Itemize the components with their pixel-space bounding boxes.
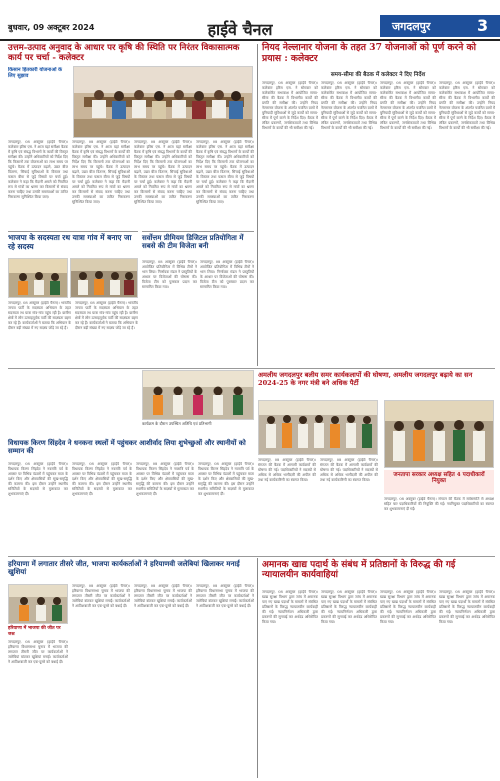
section-divider <box>8 368 495 369</box>
headline-digital-pratiyogita: सर्वोत्तम प्रीमियम डिजिटल प्रतियोगिता में सबसे की टीम विजेता बनी <box>142 233 244 251</box>
headline-adhyaksh-niyukt: जनतापा सरकार अध्यक्ष सहित 4 पदाधीकारों नियुक्त <box>393 472 485 485</box>
article-samar-col1: जगदलपुर, 08 अक्टूबर (हाईवे चैनल)। संगठन की बैठक में आगामी कार्यक्रमों की घोषणा की गई। पदाधिकारियों ने सदस्यों से अधिक से अधिक भागीदारी की अपील की तथा नई कार्यकारिणी का स्वागत किया। <box>258 458 316 482</box>
article-amanak-col2: जगदलपुर, 08 अक्टूबर (हाईवे चैनल)। खाद्य सुरक्षा विभाग द्वारा जांच में अमानक पाए गए खाद्य पदार्थों के मामलों में संबंधित प्रतिष्ठानों के विरुद्ध न्यायालयीन कार्यवाही की गई। न्यायनिर्णयन अधिकारी द्वारा प्रकरणों की सुनवाई कर अर्थदंड अधिरोपित किया गया। <box>321 590 377 624</box>
photo-prize-distribution <box>142 370 254 420</box>
section-divider <box>8 556 495 557</box>
photo-samar-karyakram <box>258 400 378 455</box>
article-niyad-col4: जगदलपुर, 08 अक्टूबर (हाईवे चैनल)। कलेक्टर हरिस एस. ने सोमवार को कलेक्टोरेट सभाकक्ष में आयोजित समय-सीमा की बैठक में विभागीय कार्यों की प्रगति की समीक्षा की। उन्होंने नियद नेल्लानार योजना के अंतर्गत चयनित ग्रामों में बुनियादी सुविधाओं से जुड़े कार्यों को समय-सीमा में पूर्ण करने के निर्देश दिए। बैठक में लंबित प्रकरणों, जनशिकायतों तथा विभिन्न विभागों के कार्यों की भी समीक्षा की गई। <box>439 81 495 130</box>
article-rath-yatra-col1: जगदलपुर, 08 अक्टूबर (हाईवे चैनल)। भारतीय जनता पार्टी के सदस्यता अभियान के तहत सदस्यता रथ यात्रा गांव-गांव पहुंच रही है। ग्रामीण क्षेत्रों में लोग उत्साहपूर्वक पार्टी की सदस्यता ग्रहण कर रहे हैं। कार्यकर्ताओं ने बताया कि अभियान के दौरान बड़ी संख्या में नए सदस्य जोड़े जा रहे हैं। <box>8 301 71 330</box>
article-adhyaksh-body: जगदलपुर, 08 अक्टूबर (हाईवे चैनल)। संगठन की बैठक में सर्वसम्मति से अध्यक्ष सहित चार पदाधिकारियों की नियुक्ति की गई। नवनियुक्त पदाधिकारियों का स्वागत कर शुभकामनाएं दी गईं। <box>384 497 494 511</box>
page-number: 3 <box>477 16 489 35</box>
article-vidhayak-col3: जगदलपुर, 08 अक्टूबर (हाईवे चैनल)। विधायक किरण सिंहदेव ने नवरात्रि पर्व के अवसर पर विभिन्न पंडालों में पहुंचकर माता के दर्शन किए और क्षेत्रवासियों की सुख-समृद्धि की कामना की। इस दौरान उन्होंने स्थानीय समितियों के सदस्यों से मुलाकात कर शुभकामनाएं दीं। <box>136 462 194 496</box>
article-amanak-col4: जगदलपुर, 08 अक्टूबर (हाईवे चैनल)। खाद्य सुरक्षा विभाग द्वारा जांच में अमानक पाए गए खाद्य पदार्थों के मामलों में संबंधित प्रतिष्ठानों के विरुद्ध न्यायालयीन कार्यवाही की गई। न्यायनिर्णयन अधिकारी द्वारा प्रकरणों की सुनवाई कर अर्थदंड अधिरोपित किया गया। <box>439 590 495 624</box>
article-haryana-col2: जगदलपुर, 08 अक्टूबर (हाईवे चैनल)। हरियाणा विधानसभा चुनाव में भाजपा की लगातार तीसरी जीत पर कार्यकर्ताओं ने जलेबियां बांटकर खुशियां मनाईं। कार्यकर्ताओं ने आतिशबाजी कर एक-दूसरे को बधाई दी। <box>72 584 130 608</box>
masthead-title: हाईवे चैनल <box>207 20 273 39</box>
subhead-niyad-nellanar: समय-सीमा की बैठक में कलेक्टर ने दिए निर्देश <box>330 72 426 78</box>
article-krishi-col4: जगदलपुर, 08 अक्टूबर (हाईवे चैनल)। कलेक्टर हरिस एस. ने आज यहां समीक्षा बैठक में कृषि एवं संबद्ध विभागों के कार्यों की विस्तृत समीक्षा की। उन्होंने अधिकारियों को निर्देश दिए कि किसानों तक योजनाओं का लाभ समय पर पहुंचे। बैठक में उत्पादन बढ़ाने, उन्नत बीज वितरण, सिंचाई सुविधाओं के विस्तार तथा फसल बीमा से जुड़े विषयों पर चर्चा हुई। कलेक्टर ने कहा कि मैदानी अमले को नियमित रूप से गांवों का भ्रमण कर किसानों से संवाद करना चाहिए तथा उनकी समस्याओं का त्वरित निराकरण सुनिश्चित किया जाए। <box>196 140 254 204</box>
lead-box: किसान हितकारी योजनाओं के लिए सुझाव <box>8 67 63 79</box>
article-krishi-col3: जगदलपुर, 08 अक्टूबर (हाईवे चैनल)। कलेक्टर हरिस एस. ने आज यहां समीक्षा बैठक में कृषि एवं संबद्ध विभागों के कार्यों की विस्तृत समीक्षा की। उन्होंने अधिकारियों को निर्देश दिए कि किसानों तक योजनाओं का लाभ समय पर पहुंचे। बैठक में उत्पादन बढ़ाने, उन्नत बीज वितरण, सिंचाई सुविधाओं के विस्तार तथा फसल बीमा से जुड़े विषयों पर चर्चा हुई। कलेक्टर ने कहा कि मैदानी अमले को नियमित रूप से गांवों का भ्रमण कर किसानों से संवाद करना चाहिए तथा उनकी समस्याओं का त्वरित निराकरण सुनिश्चित किया जाए। <box>134 140 192 204</box>
article-niyad-col1: जगदलपुर, 08 अक्टूबर (हाईवे चैनल)। कलेक्टर हरिस एस. ने सोमवार को कलेक्टोरेट सभाकक्ष में आयोजित समय-सीमा की बैठक में विभागीय कार्यों की प्रगति की समीक्षा की। उन्होंने नियद नेल्लानार योजना के अंतर्गत चयनित ग्रामों में बुनियादी सुविधाओं से जुड़े कार्यों को समय-सीमा में पूर्ण करने के निर्देश दिए। बैठक में लंबित प्रकरणों, जनशिकायतों तथा विभिन्न विभागों के कार्यों की भी समीक्षा की गई। <box>262 81 318 130</box>
headline-amanak-khadya: अमानक खाद्य पदार्थ के संबंध में प्रतिष्ठानों के विरुद्ध की गई न्यायालयीन कार्यवाहियां <box>262 560 456 581</box>
section-rule <box>8 231 138 232</box>
article-haryana-col4: जगदलपुर, 08 अक्टूबर (हाईवे चैनल)। हरियाणा विधानसभा चुनाव में भाजपा की लगातार तीसरी जीत पर कार्यकर्ताओं ने जलेबियां बांटकर खुशियां मनाईं। कार्यकर्ताओं ने आतिशबाजी कर एक-दूसरे को बधाई दी। <box>196 584 254 608</box>
article-rath-yatra-col2: जगदलपुर, 08 अक्टूबर (हाईवे चैनल)। भारतीय जनता पार्टी के सदस्यता अभियान के तहत सदस्यता रथ यात्रा गांव-गांव पहुंच रही है। ग्रामीण क्षेत्रों में लोग उत्साहपूर्वक पार्टी की सदस्यता ग्रहण कर रहे हैं। कार्यकर्ताओं ने बताया कि अभियान के दौरान बड़ी संख्या में नए सदस्य जोड़े जा रहे हैं। <box>75 301 138 330</box>
article-haryana-col3: जगदलपुर, 08 अक्टूबर (हाईवे चैनल)। हरियाणा विधानसभा चुनाव में भाजपा की लगातार तीसरी जीत पर कार्यकर्ताओं ने जलेबियां बांटकर खुशियां मनाईं। कार्यकर्ताओं ने आतिशबाजी कर एक-दूसरे को बधाई दी। <box>134 584 192 608</box>
header-rule <box>0 39 500 41</box>
haryana-subhead: हरियाणा में भाजपा की जीत पर जश्न <box>8 626 61 637</box>
page-header <box>0 0 500 40</box>
section-rule <box>142 231 254 232</box>
article-vidhayak-col2: जगदलपुर, 08 अक्टूबर (हाईवे चैनल)। विधायक किरण सिंहदेव ने नवरात्रि पर्व के अवसर पर विभिन्न पंडालों में पहुंचकर माता के दर्शन किए और क्षेत्रवासियों की सुख-समृद्धि की कामना की। इस दौरान उन्होंने स्थानीय समितियों के सदस्यों से मुलाकात कर शुभकामनाएं दीं। <box>72 462 132 496</box>
article-pratiyogita-col2: जगदलपुर, 08 अक्टूबर (हाईवे चैनल)। आयोजित प्रतियोगिता में विभिन्न टीमों ने भाग लिया। निर्णायक मंडल ने प्रस्तुतियों के आधार पर विजेताओं की घोषणा की। विजेता टीम को पुरस्कार प्रदान कर सम्मानित किया गया। <box>200 260 254 289</box>
photo-rath-yatra-1 <box>8 258 68 298</box>
photo-krishi-meeting <box>73 66 253 138</box>
article-samar-col2: जगदलपुर, 08 अक्टूबर (हाईवे चैनल)। संगठन की बैठक में आगामी कार्यक्रमों की घोषणा की गई। पदाधिकारियों ने सदस्यों से अधिक से अधिक भागीदारी की अपील की तथा नई कार्यकारिणी का स्वागत किया। <box>320 458 378 482</box>
headline-niyad-nellanar: नियद नेल्लानार योजना के तहत 37 योजनाओं को पूर्ण करने को प्रयास : कलेक्टर <box>262 42 476 64</box>
article-niyad-col2: जगदलपुर, 08 अक्टूबर (हाईवे चैनल)। कलेक्टर हरिस एस. ने सोमवार को कलेक्टोरेट सभाकक्ष में आयोजित समय-सीमा की बैठक में विभागीय कार्यों की प्रगति की समीक्षा की। उन्होंने नियद नेल्लानार योजना के अंतर्गत चयनित ग्रामों में बुनियादी सुविधाओं से जुड़े कार्यों को समय-सीमा में पूर्ण करने के निर्देश दिए। बैठक में लंबित प्रकरणों, जनशिकायतों तथा विभिन्न विभागों के कार्यों की भी समीक्षा की गई। <box>321 81 377 130</box>
article-haryana-col1: जगदलपुर, 08 अक्टूबर (हाईवे चैनल)। हरियाणा विधानसभा चुनाव में भाजपा की लगातार तीसरी जीत पर कार्यकर्ताओं ने जलेबियां बांटकर खुशियां मनाईं। कार्यकर्ताओं ने आतिशबाजी कर एक-दूसरे को बधाई दी। <box>8 640 68 664</box>
article-amanak-col3: जगदलपुर, 08 अक्टूबर (हाईवे चैनल)। खाद्य सुरक्षा विभाग द्वारा जांच में अमानक पाए गए खाद्य पदार्थों के मामलों में संबंधित प्रतिष्ठानों के विरुद्ध न्यायालयीन कार्यवाही की गई। न्यायनिर्णयन अधिकारी द्वारा प्रकरणों की सुनवाई कर अर्थदंड अधिरोपित किया गया। <box>380 590 436 624</box>
photo-sarkar-adhyaksh <box>384 400 494 468</box>
headline-rath-yatra: भाजपा के सदस्यता रथ यात्रा गांव में बनाए जा रहे सदस्य <box>8 233 132 251</box>
column-divider <box>257 44 258 366</box>
headline-samar-karyakram: अमलीय जगदलपुर बलीय समर कार्यकलापों की घोषणा, अमलीय जगदलपुर बढ़ाये का सन 2024-25 के नगर मंत्री बने अधिक पैर्टी <box>258 371 473 387</box>
column-divider <box>257 558 258 778</box>
issue-date: बुधवार, 09 अक्टूबर 2024 <box>8 23 95 32</box>
edition-name: जगदलपुर <box>392 20 431 33</box>
caption-prize-distribution: कार्यक्रम के दौरान उपस्थित अतिथि एवं प्रतिभागी <box>142 421 212 426</box>
photo-jalebi-celebration <box>8 584 68 624</box>
photo-rath-yatra-2 <box>70 258 138 298</box>
headline-haryana-jeet: हरियाणा में लगातार तीसरे जीत, भाजपा कार्यकर्ताओं ने हरियाणवी जलेबियां खिलाकर मनाई खुशियां <box>8 559 240 577</box>
headline-vidhayak: विधायक किरण सिंहदेव ने धनकना स्थलों में पहुंचकर आशीर्वाद लिया शुभेच्छुओं और स्थानीयों को सम्मान की <box>8 439 246 455</box>
article-krishi-col1: जगदलपुर, 08 अक्टूबर (हाईवे चैनल)। कलेक्टर हरिस एस. ने आज यहां समीक्षा बैठक में कृषि एवं संबद्ध विभागों के कार्यों की विस्तृत समीक्षा की। उन्होंने अधिकारियों को निर्देश दिए कि किसानों तक योजनाओं का लाभ समय पर पहुंचे। बैठक में उत्पादन बढ़ाने, उन्नत बीज वितरण, सिंचाई सुविधाओं के विस्तार तथा फसल बीमा से जुड़े विषयों पर चर्चा हुई। कलेक्टर ने कहा कि मैदानी अमले को नियमित रूप से गांवों का भ्रमण कर किसानों से संवाद करना चाहिए तथा उनकी समस्याओं का त्वरित निराकरण सुनिश्चित किया जाए। <box>8 140 68 199</box>
article-niyad-col3: जगदलपुर, 08 अक्टूबर (हाईवे चैनल)। कलेक्टर हरिस एस. ने सोमवार को कलेक्टोरेट सभाकक्ष में आयोजित समय-सीमा की बैठक में विभागीय कार्यों की प्रगति की समीक्षा की। उन्होंने नियद नेल्लानार योजना के अंतर्गत चयनित ग्रामों में बुनियादी सुविधाओं से जुड़े कार्यों को समय-सीमा में पूर्ण करने के निर्देश दिए। बैठक में लंबित प्रकरणों, जनशिकायतों तथा विभिन्न विभागों के कार्यों की भी समीक्षा की गई। <box>380 81 436 130</box>
article-pratiyogita-col1: जगदलपुर, 08 अक्टूबर (हाईवे चैनल)। आयोजित प्रतियोगिता में विभिन्न टीमों ने भाग लिया। निर्णायक मंडल ने प्रस्तुतियों के आधार पर विजेताओं की घोषणा की। विजेता टीम को पुरस्कार प्रदान कर सम्मानित किया गया। <box>142 260 197 289</box>
article-vidhayak-col4: जगदलपुर, 08 अक्टूबर (हाईवे चैनल)। विधायक किरण सिंहदेव ने नवरात्रि पर्व के अवसर पर विभिन्न पंडालों में पहुंचकर माता के दर्शन किए और क्षेत्रवासियों की सुख-समृद्धि की कामना की। इस दौरान उन्होंने स्थानीय समितियों के सदस्यों से मुलाकात कर शुभकामनाएं दीं। <box>198 462 254 496</box>
article-krishi-col2: जगदलपुर, 08 अक्टूबर (हाईवे चैनल)। कलेक्टर हरिस एस. ने आज यहां समीक्षा बैठक में कृषि एवं संबद्ध विभागों के कार्यों की विस्तृत समीक्षा की। उन्होंने अधिकारियों को निर्देश दिए कि किसानों तक योजनाओं का लाभ समय पर पहुंचे। बैठक में उत्पादन बढ़ाने, उन्नत बीज वितरण, सिंचाई सुविधाओं के विस्तार तथा फसल बीमा से जुड़े विषयों पर चर्चा हुई। कलेक्टर ने कहा कि मैदानी अमले को नियमित रूप से गांवों का भ्रमण कर किसानों से संवाद करना चाहिए तथा उनकी समस्याओं का त्वरित निराकरण सुनिश्चित किया जाए। <box>72 140 130 204</box>
article-amanak-col1: जगदलपुर, 08 अक्टूबर (हाईवे चैनल)। खाद्य सुरक्षा विभाग द्वारा जांच में अमानक पाए गए खाद्य पदार्थों के मामलों में संबंधित प्रतिष्ठानों के विरुद्ध न्यायालयीन कार्यवाही की गई। न्यायनिर्णयन अधिकारी द्वारा प्रकरणों की सुनवाई कर अर्थदंड अधिरोपित किया गया। <box>262 590 318 624</box>
headline-krishi: उत्तम-उत्पाद अनुवाद के आधार पर कृषि की स्थिति पर निरंतर विकासात्मक कार्य पर चर्चा - कलेक्टर <box>8 43 240 63</box>
article-vidhayak-col1: जगदलपुर, 08 अक्टूबर (हाईवे चैनल)। विधायक किरण सिंहदेव ने नवरात्रि पर्व के अवसर पर विभिन्न पंडालों में पहुंचकर माता के दर्शन किए और क्षेत्रवासियों की सुख-समृद्धि की कामना की। इस दौरान उन्होंने स्थानीय समितियों के सदस्यों से मुलाकात कर शुभकामनाएं दीं। <box>8 462 68 496</box>
